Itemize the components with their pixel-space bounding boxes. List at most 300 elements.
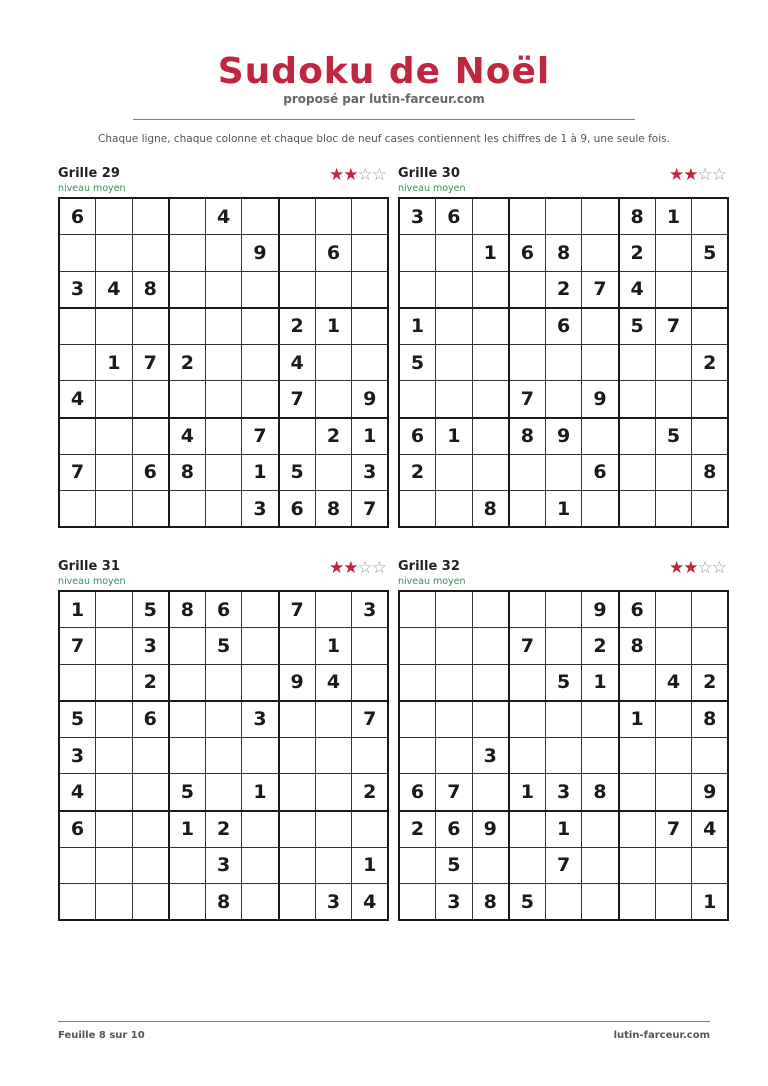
empty-cell[interactable] — [509, 664, 546, 701]
empty-cell[interactable] — [169, 308, 206, 345]
empty-cell[interactable] — [692, 737, 729, 774]
empty-cell[interactable] — [545, 381, 582, 418]
grid-level: niveau moyen — [58, 576, 126, 587]
empty-cell[interactable] — [96, 491, 133, 528]
empty-cell[interactable] — [582, 235, 619, 272]
empty-cell[interactable] — [509, 737, 546, 774]
empty-cell[interactable] — [545, 198, 582, 235]
empty-cell[interactable] — [242, 344, 279, 381]
empty-cell[interactable] — [59, 308, 96, 345]
empty-cell[interactable] — [242, 884, 279, 921]
grid-row — [399, 235, 728, 272]
empty-cell[interactable] — [582, 847, 619, 884]
empty-cell[interactable] — [279, 811, 316, 848]
empty-cell[interactable] — [242, 381, 279, 418]
grid-row — [59, 811, 388, 848]
empty-cell[interactable] — [315, 737, 352, 774]
empty-cell[interactable] — [436, 344, 473, 381]
empty-cell[interactable] — [619, 847, 656, 884]
empty-cell[interactable] — [692, 198, 729, 235]
empty-cell[interactable] — [655, 344, 692, 381]
empty-cell[interactable] — [242, 847, 279, 884]
empty-cell[interactable] — [132, 381, 169, 418]
empty-cell[interactable] — [59, 884, 96, 921]
empty-cell[interactable] — [96, 847, 133, 884]
empty-cell[interactable] — [352, 664, 389, 701]
given-cell: 6 — [132, 454, 169, 491]
empty-cell[interactable] — [242, 271, 279, 308]
empty-cell[interactable] — [545, 628, 582, 665]
given-cell: 6 — [436, 198, 473, 235]
empty-cell[interactable] — [96, 381, 133, 418]
given-cell: 6 — [399, 418, 436, 455]
empty-cell[interactable] — [205, 701, 242, 738]
empty-cell[interactable] — [132, 884, 169, 921]
empty-cell[interactable] — [655, 628, 692, 665]
empty-cell[interactable] — [545, 701, 582, 738]
empty-cell[interactable] — [242, 198, 279, 235]
empty-cell[interactable] — [315, 454, 352, 491]
empty-cell[interactable] — [399, 591, 436, 628]
given-cell: 5 — [279, 454, 316, 491]
empty-cell[interactable] — [509, 491, 546, 528]
given-cell: 8 — [692, 454, 729, 491]
given-cell: 1 — [315, 308, 352, 345]
grid-row — [399, 454, 728, 491]
empty-cell[interactable] — [436, 381, 473, 418]
empty-cell[interactable] — [205, 664, 242, 701]
empty-cell[interactable] — [59, 344, 96, 381]
given-cell: 9 — [582, 591, 619, 628]
empty-cell[interactable] — [692, 491, 729, 528]
title-divider — [133, 119, 635, 120]
empty-cell[interactable] — [96, 774, 133, 811]
given-cell: 5 — [132, 591, 169, 628]
empty-cell[interactable] — [436, 271, 473, 308]
star-filled-icon: ★ — [669, 165, 684, 185]
grid-row — [59, 308, 388, 345]
empty-cell[interactable] — [279, 847, 316, 884]
star-filled-icon: ★ — [669, 558, 684, 578]
instructions-text: Chaque ligne, chaque colonne et chaque bloc de neuf cases contiennent les chiffres de 1 à 9, une seule fois. — [98, 133, 670, 145]
star-filled-icon: ★ — [343, 558, 358, 578]
given-cell: 3 — [205, 847, 242, 884]
given-cell: 4 — [205, 198, 242, 235]
empty-cell[interactable] — [96, 591, 133, 628]
grid-row — [59, 235, 388, 272]
star-empty-icon: ☆ — [357, 558, 372, 578]
given-cell: 2 — [692, 664, 729, 701]
empty-cell[interactable] — [169, 847, 206, 884]
given-cell: 8 — [169, 591, 206, 628]
grid-row — [59, 491, 388, 528]
given-cell: 2 — [692, 344, 729, 381]
empty-cell[interactable] — [279, 701, 316, 738]
empty-cell[interactable] — [169, 884, 206, 921]
empty-cell[interactable] — [582, 308, 619, 345]
grid-row — [59, 381, 388, 418]
star-empty-icon: ☆ — [697, 558, 712, 578]
empty-cell[interactable] — [619, 344, 656, 381]
empty-cell[interactable] — [399, 235, 436, 272]
given-cell: 1 — [352, 418, 389, 455]
empty-cell[interactable] — [96, 308, 133, 345]
given-cell: 7 — [279, 591, 316, 628]
empty-cell[interactable] — [472, 701, 509, 738]
empty-cell[interactable] — [399, 701, 436, 738]
empty-cell[interactable] — [655, 235, 692, 272]
empty-cell[interactable] — [132, 418, 169, 455]
empty-cell[interactable] — [352, 628, 389, 665]
given-cell: 4 — [655, 664, 692, 701]
empty-cell[interactable] — [205, 774, 242, 811]
given-cell: 5 — [619, 308, 656, 345]
grid-row — [59, 884, 388, 921]
given-cell: 1 — [436, 418, 473, 455]
empty-cell[interactable] — [582, 701, 619, 738]
empty-cell[interactable] — [205, 235, 242, 272]
empty-cell[interactable] — [242, 737, 279, 774]
empty-cell[interactable] — [399, 271, 436, 308]
given-cell: 8 — [619, 198, 656, 235]
empty-cell[interactable] — [59, 847, 96, 884]
empty-cell[interactable] — [352, 308, 389, 345]
empty-cell[interactable] — [692, 418, 729, 455]
grid-title: Grille 32 — [398, 559, 460, 574]
given-cell: 3 — [59, 271, 96, 308]
empty-cell[interactable] — [509, 198, 546, 235]
empty-cell[interactable] — [315, 847, 352, 884]
empty-cell[interactable] — [582, 198, 619, 235]
empty-cell[interactable] — [399, 664, 436, 701]
empty-cell[interactable] — [582, 491, 619, 528]
given-cell: 8 — [582, 774, 619, 811]
empty-cell[interactable] — [205, 491, 242, 528]
difficulty-stars — [669, 559, 726, 577]
given-cell: 1 — [619, 701, 656, 738]
empty-cell[interactable] — [692, 271, 729, 308]
empty-cell[interactable] — [692, 847, 729, 884]
given-cell: 8 — [509, 418, 546, 455]
empty-cell[interactable] — [692, 381, 729, 418]
grid-level: niveau moyen — [398, 576, 466, 587]
empty-cell[interactable] — [132, 308, 169, 345]
star-filled-icon: ★ — [683, 558, 698, 578]
empty-cell[interactable] — [655, 884, 692, 921]
empty-cell[interactable] — [279, 737, 316, 774]
empty-cell[interactable] — [472, 344, 509, 381]
empty-cell[interactable] — [545, 454, 582, 491]
empty-cell[interactable] — [472, 774, 509, 811]
given-cell: 1 — [315, 628, 352, 665]
empty-cell[interactable] — [169, 628, 206, 665]
empty-cell[interactable] — [205, 737, 242, 774]
empty-cell[interactable] — [205, 308, 242, 345]
given-cell: 3 — [472, 737, 509, 774]
grid-title: Grille 31 — [58, 559, 120, 574]
empty-cell[interactable] — [436, 308, 473, 345]
empty-cell[interactable] — [509, 701, 546, 738]
empty-cell[interactable] — [279, 271, 316, 308]
empty-cell[interactable] — [169, 701, 206, 738]
empty-cell[interactable] — [655, 271, 692, 308]
empty-cell[interactable] — [655, 491, 692, 528]
empty-cell[interactable] — [472, 591, 509, 628]
empty-cell[interactable] — [205, 271, 242, 308]
empty-cell[interactable] — [205, 454, 242, 491]
given-cell: 6 — [315, 235, 352, 272]
empty-cell[interactable] — [399, 847, 436, 884]
empty-cell[interactable] — [315, 198, 352, 235]
empty-cell[interactable] — [436, 591, 473, 628]
given-cell: 7 — [436, 774, 473, 811]
empty-cell[interactable] — [279, 628, 316, 665]
grid-row — [399, 271, 728, 308]
empty-cell[interactable] — [545, 737, 582, 774]
empty-cell[interactable] — [472, 454, 509, 491]
empty-cell[interactable] — [352, 737, 389, 774]
grid-row — [59, 664, 388, 701]
empty-cell[interactable] — [242, 308, 279, 345]
empty-cell[interactable] — [132, 811, 169, 848]
given-cell: 7 — [509, 381, 546, 418]
empty-cell[interactable] — [509, 591, 546, 628]
empty-cell[interactable] — [59, 235, 96, 272]
empty-cell[interactable] — [472, 664, 509, 701]
empty-cell[interactable] — [96, 454, 133, 491]
star-empty-icon: ☆ — [711, 165, 726, 185]
given-cell: 6 — [59, 811, 96, 848]
empty-cell[interactable] — [132, 774, 169, 811]
empty-cell[interactable] — [352, 235, 389, 272]
empty-cell[interactable] — [509, 847, 546, 884]
given-cell: 9 — [279, 664, 316, 701]
empty-cell[interactable] — [619, 418, 656, 455]
empty-cell[interactable] — [509, 344, 546, 381]
page-subtitle: proposé par lutin-farceur.com — [283, 92, 485, 106]
empty-cell[interactable] — [692, 591, 729, 628]
empty-cell[interactable] — [509, 454, 546, 491]
empty-cell[interactable] — [655, 701, 692, 738]
empty-cell[interactable] — [399, 628, 436, 665]
empty-cell[interactable] — [545, 344, 582, 381]
empty-cell[interactable] — [242, 591, 279, 628]
empty-cell[interactable] — [279, 235, 316, 272]
empty-cell[interactable] — [619, 381, 656, 418]
empty-cell[interactable] — [169, 664, 206, 701]
given-cell: 2 — [132, 664, 169, 701]
empty-cell[interactable] — [582, 884, 619, 921]
empty-cell[interactable] — [132, 491, 169, 528]
grid-row — [59, 454, 388, 491]
given-cell: 5 — [59, 701, 96, 738]
empty-cell[interactable] — [96, 418, 133, 455]
empty-cell[interactable] — [655, 774, 692, 811]
given-cell: 1 — [242, 454, 279, 491]
empty-cell[interactable] — [472, 847, 509, 884]
given-cell: 1 — [242, 774, 279, 811]
empty-cell[interactable] — [352, 811, 389, 848]
grid-title: Grille 29 — [58, 166, 120, 181]
empty-cell[interactable] — [399, 491, 436, 528]
given-cell: 3 — [352, 591, 389, 628]
empty-cell[interactable] — [655, 847, 692, 884]
grid-row — [59, 418, 388, 455]
empty-cell[interactable] — [436, 701, 473, 738]
empty-cell[interactable] — [132, 198, 169, 235]
empty-cell[interactable] — [619, 774, 656, 811]
empty-cell[interactable] — [315, 271, 352, 308]
empty-cell[interactable] — [242, 664, 279, 701]
empty-cell[interactable] — [205, 418, 242, 455]
empty-cell[interactable] — [399, 737, 436, 774]
empty-cell[interactable] — [582, 811, 619, 848]
empty-cell[interactable] — [279, 418, 316, 455]
given-cell: 5 — [436, 847, 473, 884]
empty-cell[interactable] — [59, 664, 96, 701]
empty-cell[interactable] — [582, 344, 619, 381]
grid-row — [59, 344, 388, 381]
empty-cell[interactable] — [436, 737, 473, 774]
given-cell: 1 — [545, 491, 582, 528]
given-cell: 3 — [352, 454, 389, 491]
grid-row — [399, 491, 728, 528]
empty-cell[interactable] — [169, 271, 206, 308]
empty-cell[interactable] — [352, 271, 389, 308]
empty-cell[interactable] — [472, 271, 509, 308]
empty-cell[interactable] — [279, 884, 316, 921]
empty-cell[interactable] — [619, 454, 656, 491]
empty-cell[interactable] — [279, 774, 316, 811]
empty-cell[interactable] — [436, 454, 473, 491]
given-cell: 2 — [582, 628, 619, 665]
star-filled-icon: ★ — [343, 165, 358, 185]
sudoku-grid — [398, 590, 729, 921]
empty-cell[interactable] — [242, 811, 279, 848]
empty-cell[interactable] — [59, 418, 96, 455]
grid-row — [59, 701, 388, 738]
given-cell: 7 — [509, 628, 546, 665]
empty-cell[interactable] — [436, 628, 473, 665]
empty-cell[interactable] — [509, 271, 546, 308]
empty-cell[interactable] — [96, 198, 133, 235]
empty-cell[interactable] — [692, 628, 729, 665]
empty-cell[interactable] — [132, 235, 169, 272]
given-cell: 6 — [279, 491, 316, 528]
empty-cell[interactable] — [655, 454, 692, 491]
empty-cell[interactable] — [436, 664, 473, 701]
empty-cell[interactable] — [96, 884, 133, 921]
given-cell: 5 — [205, 628, 242, 665]
empty-cell[interactable] — [472, 628, 509, 665]
given-cell: 8 — [545, 235, 582, 272]
empty-cell[interactable] — [96, 664, 133, 701]
empty-cell[interactable] — [242, 628, 279, 665]
empty-cell[interactable] — [545, 884, 582, 921]
empty-cell[interactable] — [169, 235, 206, 272]
empty-cell[interactable] — [436, 235, 473, 272]
empty-cell[interactable] — [619, 664, 656, 701]
given-cell: 6 — [399, 774, 436, 811]
given-cell: 8 — [205, 884, 242, 921]
empty-cell[interactable] — [96, 235, 133, 272]
empty-cell[interactable] — [132, 847, 169, 884]
empty-cell[interactable] — [315, 591, 352, 628]
grid-row — [399, 418, 728, 455]
given-cell: 2 — [545, 271, 582, 308]
empty-cell[interactable] — [315, 811, 352, 848]
grid-row — [399, 344, 728, 381]
empty-cell[interactable] — [96, 737, 133, 774]
empty-cell[interactable] — [509, 308, 546, 345]
empty-cell[interactable] — [472, 418, 509, 455]
empty-cell[interactable] — [399, 884, 436, 921]
empty-cell[interactable] — [169, 381, 206, 418]
empty-cell[interactable] — [472, 198, 509, 235]
given-cell: 5 — [655, 418, 692, 455]
sudoku-grid — [398, 197, 729, 528]
empty-cell[interactable] — [315, 381, 352, 418]
empty-cell[interactable] — [96, 811, 133, 848]
empty-cell[interactable] — [96, 628, 133, 665]
empty-cell[interactable] — [655, 381, 692, 418]
empty-cell[interactable] — [315, 344, 352, 381]
given-cell: 7 — [655, 811, 692, 848]
given-cell: 6 — [205, 591, 242, 628]
empty-cell[interactable] — [619, 491, 656, 528]
empty-cell[interactable] — [169, 491, 206, 528]
page-title: Sudoku de Noël — [217, 51, 551, 92]
empty-cell[interactable] — [472, 381, 509, 418]
empty-cell[interactable] — [582, 737, 619, 774]
grid-row — [399, 701, 728, 738]
empty-cell[interactable] — [619, 811, 656, 848]
empty-cell[interactable] — [619, 737, 656, 774]
empty-cell[interactable] — [96, 701, 133, 738]
given-cell: 6 — [509, 235, 546, 272]
grid-row — [399, 591, 728, 628]
empty-cell[interactable] — [692, 308, 729, 345]
given-cell: 5 — [509, 884, 546, 921]
empty-cell[interactable] — [279, 198, 316, 235]
empty-cell[interactable] — [205, 381, 242, 418]
empty-cell[interactable] — [655, 591, 692, 628]
empty-cell[interactable] — [59, 491, 96, 528]
empty-cell[interactable] — [472, 308, 509, 345]
empty-cell[interactable] — [619, 884, 656, 921]
empty-cell[interactable] — [582, 418, 619, 455]
empty-cell[interactable] — [205, 344, 242, 381]
given-cell: 3 — [242, 491, 279, 528]
empty-cell[interactable] — [545, 591, 582, 628]
empty-cell[interactable] — [655, 737, 692, 774]
empty-cell[interactable] — [352, 344, 389, 381]
grid-row — [59, 591, 388, 628]
grid-title: Grille 30 — [398, 166, 460, 181]
empty-cell[interactable] — [315, 701, 352, 738]
empty-cell[interactable] — [169, 198, 206, 235]
empty-cell[interactable] — [132, 737, 169, 774]
empty-cell[interactable] — [352, 198, 389, 235]
empty-cell[interactable] — [169, 737, 206, 774]
empty-cell[interactable] — [399, 381, 436, 418]
empty-cell[interactable] — [436, 491, 473, 528]
empty-cell[interactable] — [509, 811, 546, 848]
given-cell: 6 — [545, 308, 582, 345]
given-cell: 4 — [315, 664, 352, 701]
empty-cell[interactable] — [315, 774, 352, 811]
given-cell: 4 — [96, 271, 133, 308]
